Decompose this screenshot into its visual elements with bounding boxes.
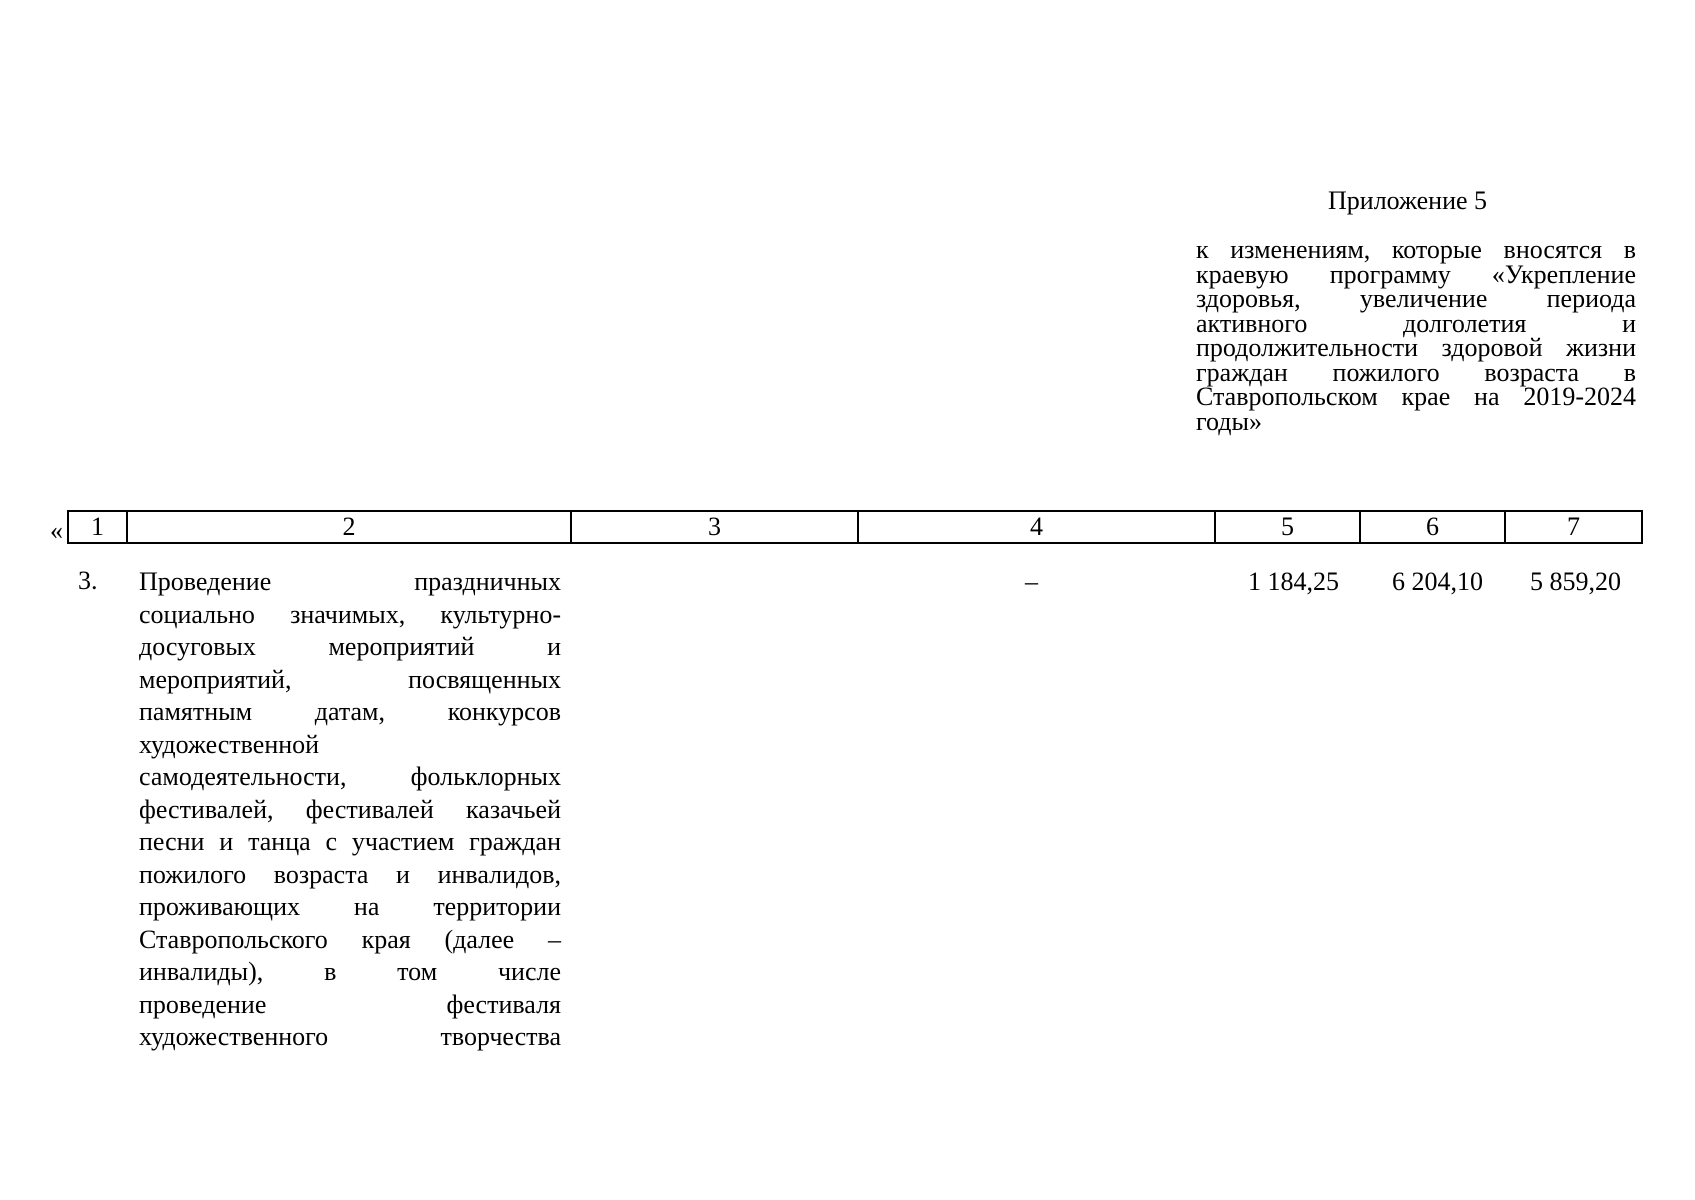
description-line: мероприятий, посвященных xyxy=(139,664,561,694)
header-col-2: 2 xyxy=(127,511,571,543)
header-col-3: 3 xyxy=(571,511,858,543)
description-line: социально значимых, культурно- xyxy=(139,599,561,629)
description-line: пожилого возраста и инвалидов, xyxy=(139,859,561,889)
row-col5-value: 1 184,25 xyxy=(1248,567,1339,596)
description-line: художественной xyxy=(139,729,320,759)
row-col6-value: 6 204,10 xyxy=(1392,567,1483,596)
description-line: инвалиды), в том числе xyxy=(139,957,561,986)
opening-quote-mark: « xyxy=(50,516,63,545)
appendix-title: Приложение 5 xyxy=(1328,186,1488,215)
header-col-4: 4 xyxy=(858,511,1215,543)
description-line: Ставропольского края (далее – xyxy=(139,924,561,954)
description-line: памятным датам, конкурсов xyxy=(139,697,561,726)
row-description xyxy=(139,566,561,1054)
row-col4-value: – xyxy=(1025,567,1038,596)
header-col-5: 5 xyxy=(1215,511,1360,543)
column-number-header xyxy=(67,510,1643,544)
description-line: проведение фестиваля xyxy=(139,989,561,1019)
description-line: Проведение праздничных xyxy=(139,567,561,596)
description-line: самодеятельности, фольклорных xyxy=(139,762,561,791)
header-col-7: 7 xyxy=(1505,511,1642,543)
row-col7-value: 5 859,20 xyxy=(1530,567,1621,596)
description-line: художественного творчества xyxy=(139,1022,561,1051)
description-line: досуговых мероприятий и xyxy=(139,632,561,661)
description-line: песни и танца с участием граждан xyxy=(139,827,561,856)
description-line: фестивалей, фестивалей казачьей xyxy=(139,794,561,824)
header-col-6: 6 xyxy=(1360,511,1505,543)
description-line: проживающих на территории xyxy=(139,892,561,921)
header-row xyxy=(68,511,1642,543)
header-col-1: 1 xyxy=(68,511,127,543)
appendix-reference-text: к изменениям, которые вносятся в краевую программу «Укрепление здоровья, увеличение периода активного долголетия и продолжительности здоровой жизни граждан пожилого возраста в Ставропольском крае на 2019-2024 годы» xyxy=(1196,235,1636,436)
row-number: 3. xyxy=(78,566,98,595)
